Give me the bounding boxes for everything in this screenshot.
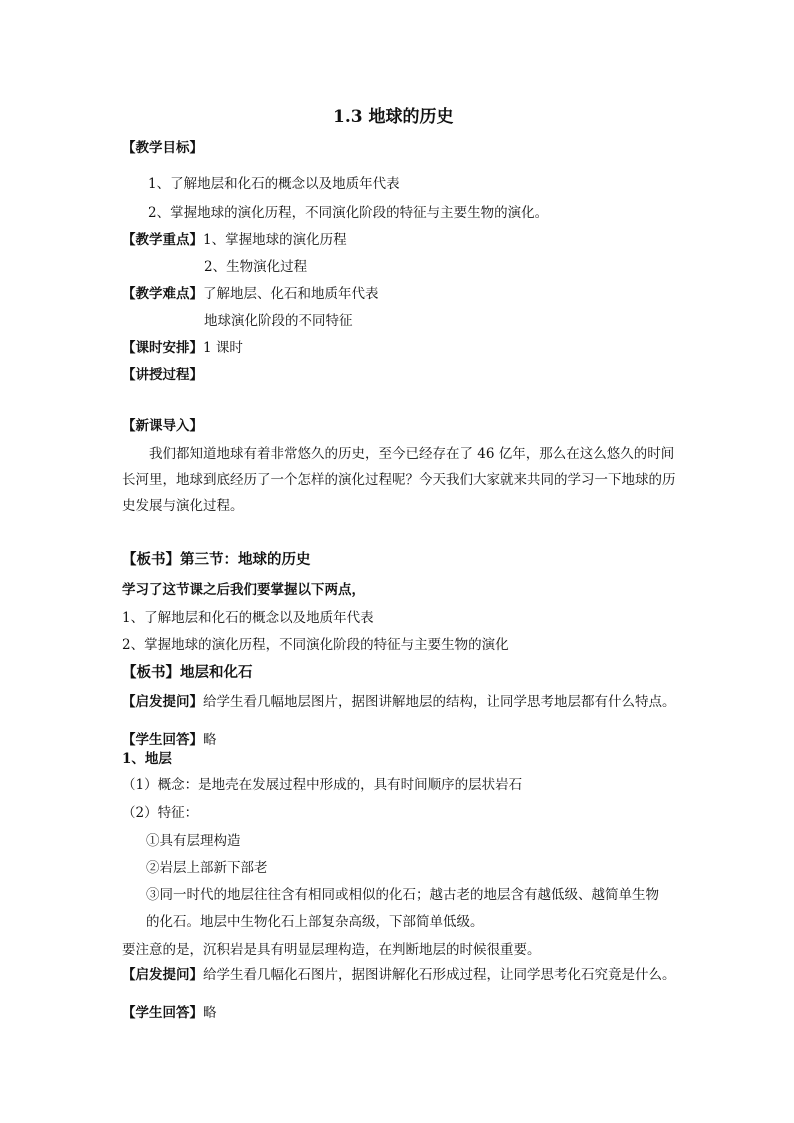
question-2-label: 【启发提问】 — [122, 967, 203, 983]
question-2 — [122, 968, 677, 983]
question-2-text: 给学生看几幅化石图片，据图讲解化石形成过程，让同学思考化石究竟是什么。 — [203, 967, 676, 983]
process-label: 【讲授过程】 — [122, 367, 203, 383]
note: 要注意的是，沉积岩是具有明显层理构造，在判断地层的时候很重要。 — [122, 942, 541, 958]
key-point-2: 2、生物演化过程 — [204, 259, 308, 275]
strata-feature-3-cont: 的化石。地层中生物化石上部复杂高级，下部简单低级。 — [146, 914, 484, 930]
difficulties-label: 【教学难点】 — [122, 286, 203, 302]
question-1-label: 【启发提问】 — [122, 694, 203, 710]
schedule-value: 1 课时 — [203, 340, 243, 356]
board-1-label: 【板书】 — [122, 551, 180, 568]
board-1-value: 第三节：地球的历史 — [180, 551, 311, 568]
difficulties-row — [122, 285, 379, 303]
goals-label: 【教学目标】 — [122, 140, 203, 156]
answer-2-value: 略 — [203, 1005, 217, 1021]
answer-1-label: 【学生回答】 — [122, 732, 203, 748]
board-1-row — [122, 551, 311, 569]
schedule-label: 【课时安排】 — [122, 340, 203, 356]
goal-item-1: 1、了解地层和化石的概念以及地质年代表 — [148, 176, 400, 192]
learn-item-1: 1、了解地层和化石的概念以及地质年代表 — [122, 610, 374, 626]
goal-item-2: 2、掌握地球的演化历程，不同演化阶段的特征与主要生物的演化。 — [148, 205, 549, 221]
schedule-row — [122, 339, 243, 357]
strata-feature-1: ①具有层理构造 — [146, 833, 241, 849]
question-1 — [122, 695, 677, 710]
board-2-label: 【板书】 — [122, 664, 180, 681]
answer-2-label: 【学生回答】 — [122, 1005, 203, 1021]
board-2-value: 地层和化石 — [180, 664, 253, 681]
page-title: 1.3 地球的历史 — [333, 107, 454, 127]
key-points-row — [122, 231, 347, 249]
difficulty-1: 了解地层、化石和地质年代表 — [203, 286, 379, 302]
learn-item-2: 2、掌握地球的演化历程，不同演化阶段的特征与主要生物的演化 — [122, 637, 509, 653]
strata-feature-2: ②岩层上部新下部老 — [146, 860, 268, 876]
intro-label: 【新课导入】 — [122, 418, 203, 434]
key-points-label: 【教学重点】 — [122, 232, 203, 248]
board-2-row — [122, 664, 253, 682]
strata-feature-3: ③同一时代的地层往往含有相同或相似的化石；越古老的地层含有越低级、越简单生物 — [146, 887, 659, 903]
question-1-text: 给学生看几幅地层图片，据图讲解地层的结构，让同学思考地层都有什么特点。 — [203, 694, 676, 710]
answer-1-value: 略 — [203, 732, 217, 748]
intro-paragraph: 我们都知道地球有着非常悠久的历史，至今已经存在了 46 亿年，那么在这么悠久的时间长河里，地球到底经历了一个怎样的演化过程呢？今天我们大家就来共同的学习一下地球的历史发展与演化过程。 — [122, 446, 676, 514]
answer-2-row — [122, 1004, 217, 1022]
strata-features-label: （2）特征： — [122, 805, 199, 821]
section-strata-heading: 1、地层 — [122, 751, 172, 767]
answer-1-row — [122, 731, 217, 749]
learn-intro: 学习了这节课之后我们要掌握以下两点， — [122, 582, 365, 598]
strata-concept: （1）概念：是地壳在发展过程中形成的，具有时间顺序的层状岩石 — [122, 777, 523, 793]
key-point-1: 1、掌握地球的演化历程 — [203, 232, 347, 248]
difficulty-2: 地球演化阶段的不同特征 — [204, 313, 353, 329]
